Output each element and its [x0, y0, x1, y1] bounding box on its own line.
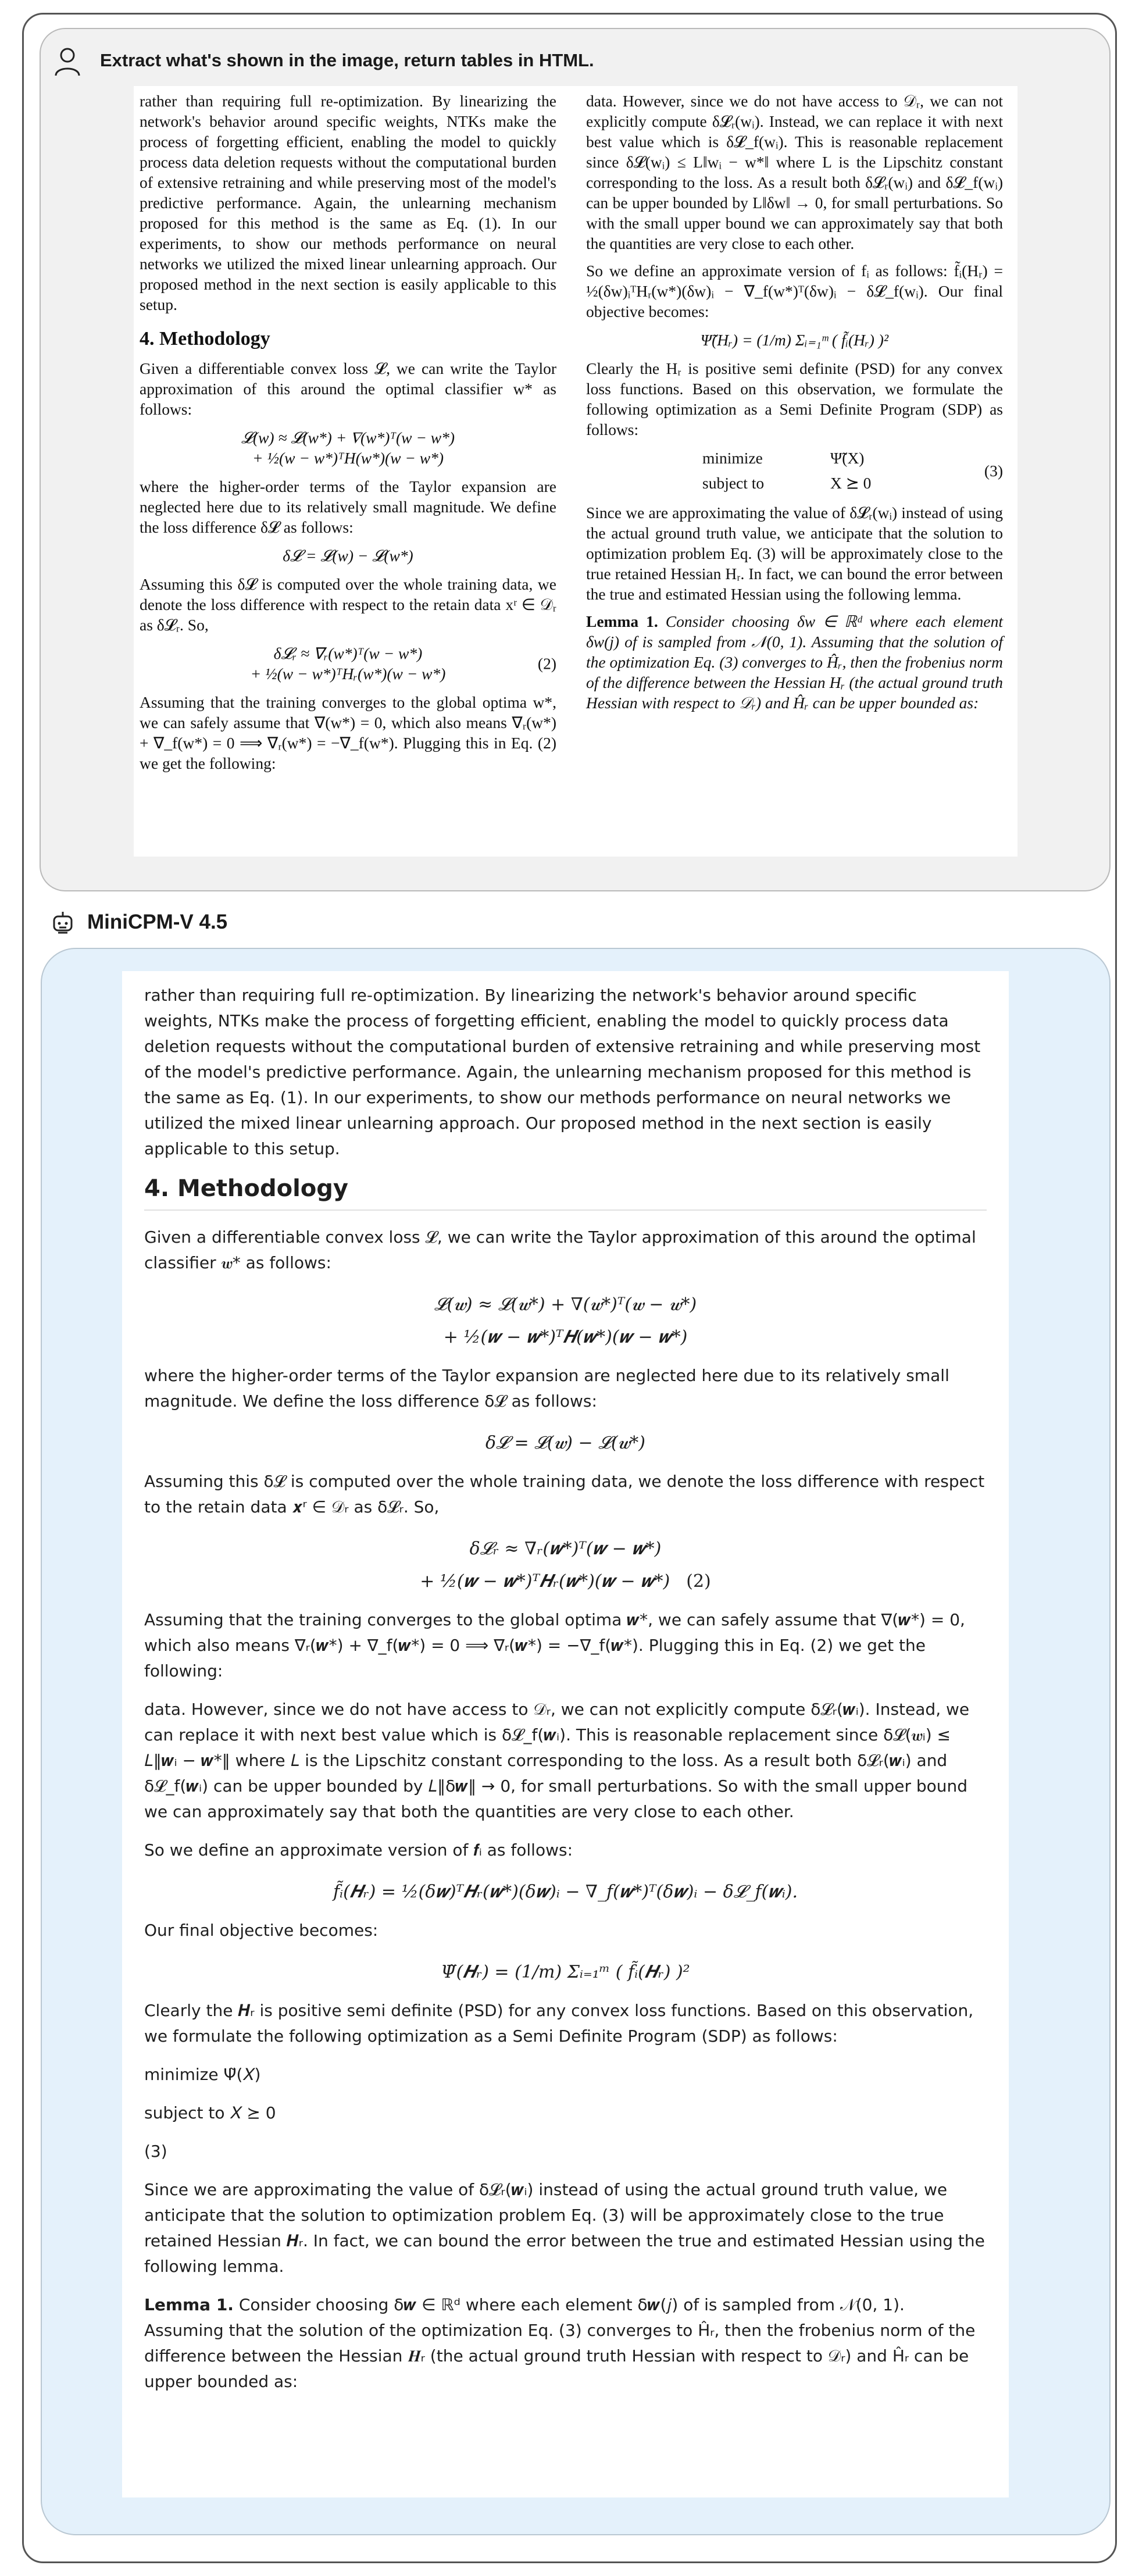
paper-lemma-label: Lemma 1. — [586, 612, 658, 630]
bot-response-content — [122, 971, 1009, 2497]
answer-define-paragraph: So we define an approximate version of 𝒇ᵢ as follows: — [144, 1840, 573, 1860]
paper-delta-equation — [140, 545, 556, 566]
paper-retain-eq-number: (2) — [537, 654, 556, 673]
paper-retain-eq-line-1: δ𝓛ᵣ ≈ ∇ᵣ(w*)ᵀ(w − w*) — [273, 644, 423, 662]
paper-section-heading: 4. Methodology — [140, 328, 270, 349]
paper-opt-min-label: minimize — [702, 449, 763, 467]
answer-lemma-text: Consider choosing δ𝒘 ∈ ℝᵈ where each element δ𝒘(𝑗) of is sampled from 𝒩(0, 1). Assuming that the solution of the optimization Eq. (3) converges to Ĥᵣ, then the frobenius norm of the difference between the Hessian 𝑯ᵣ (the actual ground truth Hessian with respect to 𝒟ᵣ) and Ĥᵣ can be upper bounded as: — [144, 2295, 976, 2391]
paper-lemma-text: Consider choosing δw ∈ ℝᵈ where each element δw(j) of is sampled from 𝒩(0, 1). Assuming that the solution of the optimization Eq. (3) converges to Ĥᵣ, then the frobenius norm of the difference between the Hessian Hᵣ (the actual ground truth Hessian with respect to 𝒟ᵣ) and Ĥᵣ can be upper bounded as: — [586, 612, 1003, 712]
paper-taylor-equation — [140, 427, 556, 468]
answer-psd-paragraph: Clearly the 𝑯ᵣ is positive semi definite (PSD) for any convex loss functions. Based on this observation, we formulate the following optimization as a Semi Definite Program (SDP) as follows: — [144, 2001, 974, 2046]
paper-intro-paragraph: rather than requiring full re-optimization. By linearizing the network's behavior around specific weights, NTKs make the process of forgetting efficient, enabling the model to quickly process data deletion requests without the computational burden of extensive retraining and while preserving most of the model's predictive performance. Again, the unlearning mechanism proposed for this method is the same as Eq. (1). In our experiments, to show our methods performance on neural networks we utilized the mixed linear unlearning approach. Our proposed method in the next section is easily applicable to this setup. — [140, 92, 556, 313]
input-paper-image — [134, 86, 1017, 857]
bot-name: MiniCPM-V 4.5 — [87, 911, 228, 933]
answer-lemma-label: Lemma 1. — [144, 2295, 234, 2314]
paper-data-paragraph: data. However, since we do not have access to 𝒟ᵣ, we can not explicitly compute δ𝓛ᵣ(wᵢ). Instead, we can replace it with next best value which is δ𝓛_f(wᵢ). This is reasonable replacement since δ𝓛(wᵢ) ≤ L‖wᵢ − w*‖ where L is the Lipschitz constant corresponding to the loss. As a result both δ𝓛ᵣ(wᵢ) and δ𝓛_f(wᵢ) can be upper bounded by L‖δw‖ → 0, for small perturbations. So with the small upper bound we can approximately say that both the quantities are very close to each other. — [586, 92, 1003, 252]
paper-lemma — [586, 611, 1003, 713]
answer-minimize-line: minimize Ψ̃(𝑋) — [144, 2065, 261, 2084]
answer-higher-order-paragraph: where the higher-order terms of the Taylor expansion are neglected here due to its relatively small magnitude. We define the loss difference δ𝓛 as follows: — [144, 1366, 949, 1411]
paper-psi-eq-text: Ψ̃(Hᵣ) = (1/m) Σᵢ₌₁ᵐ ( f̃ᵢ(Hᵣ) )² — [700, 331, 889, 349]
user-avatar-icon — [53, 47, 81, 77]
answer-intro-paragraph: rather than requiring full re-optimization. By linearizing the network's behavior around specific weights, NTKs make the process of forgetting efficient, enabling the model to quickly process data deletion requests without the computational burden of extensive retraining and while preserving most of the model's predictive performance. Again, the unlearning mechanism proposed for this method is the same as Eq. (1). In our experiments, to show our methods performance on neural networks we utilized the mixed linear unlearning approach. Our proposed method in the next section is easily applicable to this setup. — [144, 986, 981, 1158]
paper-right-column — [586, 91, 1003, 720]
paper-retain-eq-line-2: + ½(w − w*)ᵀHᵣ(w*)(w − w*) — [250, 665, 446, 683]
answer-psi-eq-text: Ψ̃(𝑯ᵣ) = (1/𝑚) Σᵢ₌₁ᵐ ( f̃ᵢ(𝑯ᵣ) )² — [441, 1962, 690, 1982]
paper-since-paragraph: Since we are approximating the value of δ𝓛ᵣ(wᵢ) instead of using the actual ground truth value, we anticipate that the solution to optimization problem Eq. (3) will be approximately close to the true retained Hessian Hᵣ. In fact, we can bound the error between the true and estimated Hessian using the following lemma. — [586, 504, 1003, 603]
answer-f-eq-text: f̃ᵢ(𝑯ᵣ) = ½(δ𝒘)ᵀ𝑯ᵣ(𝒘*)(δ𝒘)ᵢ − ∇_f(𝒘*)ᵀ(δ𝒘)ᵢ − δ𝓛_f(𝒘ᵢ). — [333, 1882, 798, 1902]
answer-since-paragraph: Since we are approximating the value of δ𝓛ᵣ(𝒘ᵢ) instead of using the actual ground truth value, we anticipate that the solution to optimization problem Eq. (3) will be approximately close to the true retained Hessian 𝑯ᵣ. In fact, we can bound the error between the true and estimated Hessian using the following lemma. — [144, 2180, 985, 2276]
answer-subject-to-line: subject to 𝑋 ⪰ 0 — [144, 2103, 276, 2122]
answer-eq-number-line: (3) — [144, 2142, 167, 2161]
paper-higher-order-paragraph: where the higher-order terms of the Taylor expansion are neglected here due to its relatively small magnitude. We define the loss difference δ𝓛 as follows: — [140, 477, 556, 536]
answer-taylor-eq-line-2: + ½(𝒘 − 𝒘*)ᵀ𝑯(𝒘*)(𝒘 − 𝒘*) — [443, 1327, 688, 1347]
paper-opt-number: (3) — [984, 461, 1003, 480]
paper-taylor-eq-line-2: + ½(w − w*)ᵀH(w*)(w − w*) — [252, 449, 444, 467]
answer-f-equation — [144, 1876, 987, 1908]
answer-data-paragraph: data. However, since we do not have access to 𝒟ᵣ, we can not explicitly compute δ𝓛ᵣ(𝒘ᵢ). Instead, we can replace it with next best value which is δ𝓛_f(𝒘ᵢ). This is reasonable replacement since δ𝓛(𝒘ᵢ) ≤ 𝐿‖𝒘ᵢ − 𝒘*‖ where 𝐿 is the Lipschitz constant corresponding to the loss. As a result both δ𝓛ᵣ(𝒘ᵢ) and δ𝓛_f(𝒘ᵢ) can be upper bounded by 𝐿‖δ𝒘‖ → 0, for small perturbations. So with the small upper bound we can approximately say that both the quantities are very close to each other. — [144, 1700, 970, 1821]
paper-converge-paragraph: Assuming that the training converges to the global optima w*, we can safely assume that ∇(w*) = 0, which also means ∇ᵣ(w*) + ∇_f(w*) = 0 ⟹ ∇ᵣ(w*) = −∇_f(w*). Plugging this in Eq. (2) we get the following: — [140, 693, 556, 772]
answer-retain-eq-line-1: δ𝓛ᵣ ≈ ∇ᵣ(𝒘*)ᵀ(𝒘 − 𝒘*) — [469, 1539, 662, 1559]
answer-retain-eq-number: (2) — [686, 1571, 711, 1592]
paper-optimization-problem — [586, 448, 1003, 493]
paper-opt-sub-label: subject to — [702, 474, 765, 492]
paper-define-paragraph: So we define an approximate version of fᵢ as follows: f̃ᵢ(Hᵣ) = ½(δw)ᵢᵀHᵣ(w*)(δw)ᵢ − ∇_f(w*)ᵀ(δw)ᵢ − δ𝓛_f(wᵢ). Our final objective becomes: — [586, 262, 1003, 320]
answer-delta-eq-text: δ𝓛 = 𝓛(𝒘) − 𝓛(𝒘*) — [485, 1433, 645, 1453]
answer-psi-equation — [144, 1956, 987, 1989]
paper-psd-paragraph: Clearly the Hᵣ is positive semi definite (PSD) for any convex loss functions. Based on this observation, we formulate the following optimization as a Semi Definite Program (SDP) as follows: — [586, 359, 1003, 438]
answer-retain-equation — [144, 1533, 987, 1598]
user-prompt-text: Extract what's shown in the image, return tables in HTML. — [100, 50, 594, 70]
answer-lemma — [144, 2292, 987, 2395]
paper-psi-equation — [586, 330, 1003, 350]
answer-taylor-eq-line-1: 𝓛(𝒘) ≈ 𝓛(𝒘*) + ∇(𝒘*)ᵀ(𝒘 − 𝒘*) — [434, 1294, 697, 1315]
answer-section-heading: 4. Methodology — [144, 1176, 987, 1211]
paper-taylor-eq-line-1: 𝓛(w) ≈ 𝓛(w*) + ∇(w*)ᵀ(w − w*) — [241, 429, 455, 447]
answer-taylor-paragraph: Given a differentiable convex loss 𝓛, we can write the Taylor approximation of this around the optimal classifier 𝒘* as follows: — [144, 1228, 976, 1272]
paper-opt-sub-expr: X ⪰ 0 — [830, 474, 872, 492]
answer-assume-paragraph: Assuming this δ𝓛 is computed over the whole training data, we denote the loss difference with respect to the retain data 𝒙ʳ ∈ 𝒟ᵣ as δ𝓛ᵣ. So, — [144, 1472, 985, 1517]
answer-final-objective-label: Our final objective becomes: — [144, 1921, 379, 1940]
bot-header — [51, 908, 227, 936]
paper-delta-eq-text: δ𝓛 = 𝓛(w) − 𝓛(w*) — [283, 547, 413, 565]
paper-opt-min-expr: Ψ̃(X) — [830, 449, 865, 467]
paper-assume-paragraph: Assuming this δ𝓛 is computed over the whole training data, we denote the loss difference with respect to the retain data xʳ ∈ 𝒟ᵣ as δ𝓛ᵣ. So, — [140, 575, 556, 634]
answer-delta-equation — [144, 1427, 987, 1460]
answer-converge-paragraph: Assuming that the training converges to the global optima 𝒘*, we can safely assume that ∇(𝒘*) = 0, which also means ∇ᵣ(𝒘*) + ∇_f(𝒘*) = 0 ⟹ ∇ᵣ(𝒘*) = −∇_f(𝒘*). Plugging this in Eq. (2) we get the following: — [144, 1610, 965, 1681]
paper-left-column — [140, 91, 556, 780]
answer-retain-eq-line-2: + ½(𝒘 − 𝒘*)ᵀ𝑯ᵣ(𝒘*)(𝒘 − 𝒘*) — [420, 1571, 670, 1592]
answer-taylor-equation — [144, 1289, 987, 1354]
robot-icon — [51, 909, 74, 935]
paper-retain-equation — [140, 643, 556, 684]
paper-taylor-paragraph: Given a differentiable convex loss 𝓛, we can write the Taylor approximation of this around the optimal classifier w* as follows: — [140, 359, 556, 418]
